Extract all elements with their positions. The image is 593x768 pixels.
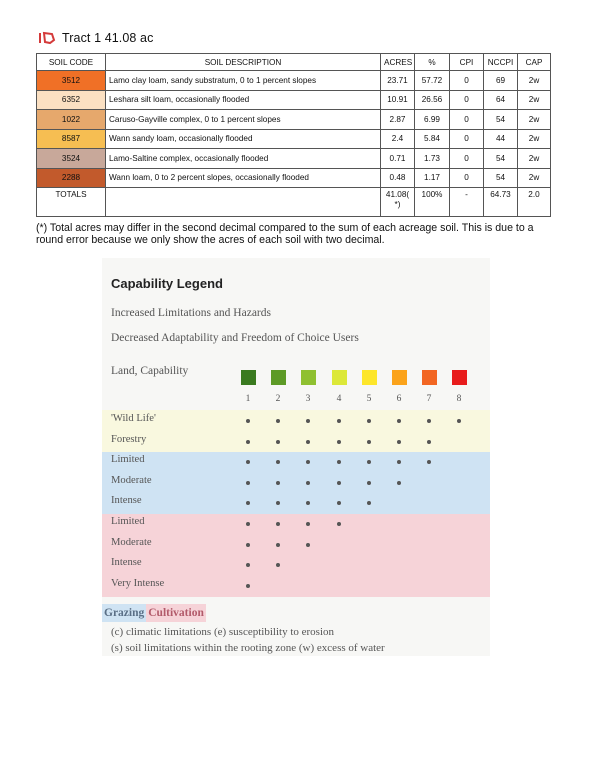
cpi-cell: 0 <box>450 129 484 149</box>
soil-code-cell: 6352 <box>37 90 106 110</box>
legend-dot <box>427 419 431 423</box>
soil-description-cell: Wann loam, 0 to 2 percent slopes, occasionally flooded <box>106 168 381 188</box>
percent-cell: 5.84 <box>415 129 450 149</box>
cultivation-label: Cultivation <box>146 604 206 622</box>
legend-dot <box>246 440 250 444</box>
capability-class-swatch <box>452 370 467 385</box>
legend-dot <box>397 440 401 444</box>
soil-description-cell: Caruso-Gayville complex, 0 to 1 percent slopes <box>106 110 381 130</box>
legend-dot <box>367 440 371 444</box>
legend-row-label: Limited <box>111 454 145 466</box>
legend-row-label: Moderate <box>111 536 152 548</box>
header-cap: CAP <box>518 54 551 71</box>
capability-class-number: 5 <box>366 394 372 404</box>
percent-cell: 57.72 <box>415 71 450 91</box>
legend-dot <box>427 440 431 444</box>
nccpi-cell: 44 <box>484 129 518 149</box>
legend-dot <box>367 419 371 423</box>
soil-code-cell: 2288 <box>37 168 106 188</box>
legend-dot <box>306 481 310 485</box>
legend-dot <box>246 584 250 588</box>
totals-cap: 2.0 <box>518 188 551 217</box>
grazing-label: Grazing <box>102 604 146 622</box>
soil-code-cell: 3512 <box>37 71 106 91</box>
legend-dot <box>246 522 250 526</box>
totals-acres: 41.08( *) <box>381 188 415 217</box>
capability-class-swatch <box>362 370 377 385</box>
totals-cpi: - <box>450 188 484 217</box>
rounding-note: (*) Total acres may differ in the second decimal compared to the sum of each acreage soil. This is due to a round error because we only show the acres of each soil with two decimal. <box>36 222 534 246</box>
table-row <box>37 129 551 149</box>
header-nccpi: NCCPI <box>484 54 518 71</box>
legend-dot <box>337 481 341 485</box>
table-row <box>37 168 551 188</box>
legend-row-label: Forestry <box>111 433 147 445</box>
legend-row-label: Very Intense <box>111 577 165 589</box>
legend-footnote-1: (c) climatic limitations (e) susceptibility to erosion <box>111 626 335 638</box>
legend-dot <box>306 522 310 526</box>
legend-row-label: Intense <box>111 557 142 569</box>
cpi-cell: 0 <box>450 110 484 130</box>
acres-cell: 2.4 <box>381 129 415 149</box>
legend-dot <box>276 522 280 526</box>
legend-row-label: Limited <box>111 516 145 527</box>
nccpi-cell: 54 <box>484 110 518 130</box>
legend-land-capability: Land, Capability <box>111 365 189 377</box>
percent-cell: 6.99 <box>415 110 450 130</box>
soil-code-cell: 1022 <box>37 110 106 130</box>
legend-dot <box>367 481 371 485</box>
cpi-cell: 0 <box>450 90 484 110</box>
legend-decreased-adaptability: Decreased Adaptability and Freedom of Choice Users <box>111 332 359 344</box>
nccpi-cell: 64 <box>484 90 518 110</box>
legend-dot <box>397 481 401 485</box>
cap-cell: 2w <box>518 71 551 91</box>
capability-class-number: 7 <box>426 394 432 404</box>
totals-description <box>106 188 381 217</box>
cap-cell: 2w <box>518 110 551 130</box>
table-header-row <box>37 54 551 71</box>
table-row <box>37 110 551 130</box>
legend-dot <box>397 419 401 423</box>
percent-cell: 26.56 <box>415 90 450 110</box>
legend-dot <box>246 419 250 423</box>
totals-row <box>37 188 551 217</box>
wild-forestry-band <box>102 410 490 452</box>
capability-legend <box>102 258 490 656</box>
nccpi-cell: 54 <box>484 168 518 188</box>
tract-header <box>38 30 153 46</box>
header-percent: % <box>415 54 450 71</box>
capability-class-swatch <box>392 370 407 385</box>
legend-footnote-2: (s) soil limitations within the rooting zone (w) excess of water <box>111 642 385 654</box>
legend-dot <box>337 419 341 423</box>
capability-class-swatch <box>301 370 316 385</box>
parcel-outline-icon <box>38 31 56 45</box>
cap-cell: 2w <box>518 149 551 169</box>
capability-class-swatch <box>271 370 286 385</box>
cpi-cell: 0 <box>450 71 484 91</box>
legend-dot <box>276 440 280 444</box>
soil-description-cell: Leshara silt loam, occasionally flooded <box>106 90 381 110</box>
grazing-band <box>102 452 490 514</box>
legend-dot <box>276 481 280 485</box>
soil-description-cell: Lamo-Saltine complex, occasionally flooded <box>106 149 381 169</box>
cap-cell: 2w <box>518 129 551 149</box>
totals-label: TOTALS <box>37 188 106 217</box>
legend-row-label: Moderate <box>111 474 152 486</box>
legend-dot <box>306 419 310 423</box>
legend-row-label: 'Wild Life' <box>111 413 156 424</box>
header-soil-code: SOIL CODE <box>37 54 106 71</box>
soil-code-cell: 8587 <box>37 129 106 149</box>
legend-title: Capability Legend <box>111 276 223 291</box>
nccpi-cell: 54 <box>484 149 518 169</box>
cpi-cell: 0 <box>450 149 484 169</box>
cap-cell: 2w <box>518 90 551 110</box>
legend-dot <box>276 419 280 423</box>
nccpi-cell: 69 <box>484 71 518 91</box>
percent-cell: 1.17 <box>415 168 450 188</box>
legend-dot <box>276 543 280 547</box>
capability-class-number: 2 <box>275 394 281 404</box>
legend-dot <box>306 543 310 547</box>
acres-cell: 23.71 <box>381 71 415 91</box>
tract-title: Tract 1 41.08 ac <box>62 31 154 45</box>
capability-class-swatch <box>422 370 437 385</box>
legend-dot <box>337 440 341 444</box>
acres-cell: 0.71 <box>381 149 415 169</box>
table-row <box>37 149 551 169</box>
legend-dot <box>457 419 461 423</box>
legend-dot <box>246 481 250 485</box>
header-acres: ACRES <box>381 54 415 71</box>
soil-code-cell: 3524 <box>37 149 106 169</box>
legend-dot <box>306 440 310 444</box>
capability-class-swatch <box>241 370 256 385</box>
acres-cell: 2.87 <box>381 110 415 130</box>
capability-class-number: 4 <box>336 394 342 404</box>
header-cpi: CPI <box>450 54 484 71</box>
acres-cell: 10.91 <box>381 90 415 110</box>
table-row <box>37 90 551 110</box>
legend-dot <box>337 522 341 526</box>
legend-increased-limitations: Increased Limitations and Hazards <box>111 307 271 319</box>
capability-class-number: 3 <box>305 394 311 404</box>
soil-table <box>36 53 551 217</box>
capability-class-swatch <box>332 370 347 385</box>
totals-nccpi: 64.73 <box>484 188 518 217</box>
totals-percent: 100% <box>415 188 450 217</box>
cap-cell: 2w <box>518 168 551 188</box>
table-row <box>37 71 551 91</box>
soil-description-cell: Wann sandy loam, occasionally flooded <box>106 129 381 149</box>
capability-class-number: 1 <box>245 394 251 404</box>
percent-cell: 1.73 <box>415 149 450 169</box>
grazing-cultivation-key <box>102 604 206 622</box>
cpi-cell: 0 <box>450 168 484 188</box>
capability-class-number: 6 <box>396 394 402 404</box>
acres-cell: 0.48 <box>381 168 415 188</box>
legend-dot <box>246 543 250 547</box>
capability-class-number: 8 <box>456 394 462 404</box>
soil-description-cell: Lamo clay loam, sandy substratum, 0 to 1 percent slopes <box>106 71 381 91</box>
header-soil-description: SOIL DESCRIPTION <box>106 54 381 71</box>
legend-row-label: Intense <box>111 495 142 507</box>
